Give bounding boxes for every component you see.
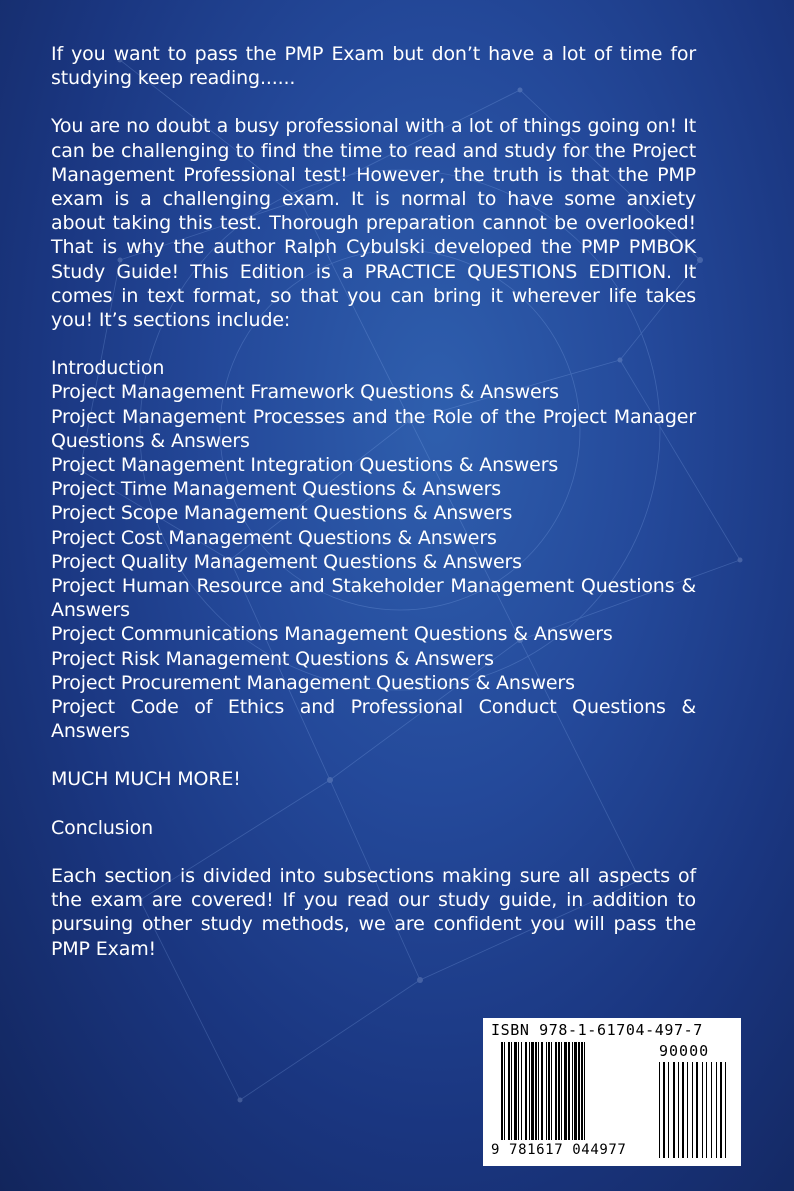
list-item: Project Management Framework Questions & Answers (51, 381, 559, 404)
list-item: Project Code of Ethics and Professional Conduct Questions & Answers (51, 696, 696, 743)
barcode-bar (578, 1042, 580, 1140)
barcode-bar (572, 1042, 573, 1140)
barcode-addon-bar (678, 1062, 679, 1158)
list-item: Project Risk Management Questions & Answers (51, 647, 494, 670)
barcode-addon-bar (711, 1062, 712, 1158)
barcode-bar (564, 1042, 567, 1140)
barcode-addon-bar (682, 1062, 684, 1158)
barcode-bar (518, 1042, 519, 1140)
barcode-bar (551, 1042, 552, 1140)
barcode-bar (521, 1042, 522, 1140)
barcode-addon-bar (692, 1062, 693, 1158)
back-cover-text (51, 42, 696, 985)
barcode-addon-bar (702, 1062, 703, 1158)
list-item: Project Quality Management Questions & Answers (51, 550, 522, 573)
list-item: Project Communications Management Questions & Answers (51, 623, 613, 646)
barcode-addon-bar (668, 1062, 669, 1158)
isbn-barcode (483, 1018, 741, 1166)
barcode-bar (538, 1042, 539, 1140)
barcode-addon-bar (687, 1062, 688, 1158)
barcode-bar (508, 1042, 510, 1140)
barcode-bar (531, 1042, 534, 1140)
barcode-addon-bar (696, 1062, 698, 1158)
more-text: MUCH MUCH MORE! (51, 768, 241, 791)
barcode-bar (511, 1042, 512, 1140)
ean-digits: 9 781617 044977 (491, 1142, 627, 1158)
barcode-bar (525, 1042, 527, 1140)
barcode-bar (501, 1042, 503, 1140)
barcode-bar (548, 1042, 550, 1140)
barcode-bar (504, 1042, 505, 1140)
barcode-bar (555, 1042, 557, 1140)
barcode-bar (514, 1042, 517, 1140)
barcode-addon-bar (673, 1062, 675, 1158)
list-item: Project Scope Management Questions & Answers (51, 502, 513, 525)
barcode-addon-bar (706, 1062, 707, 1158)
barcode-bar (561, 1042, 562, 1140)
barcode-bar (574, 1042, 577, 1140)
barcode-addon-bar (716, 1062, 717, 1158)
intro-paragraph: You are no doubt a busy professional with a lot of things going on! It can be challenging to find the time to read and study for the Project Management Professional test! However, the truth is that the PMP exam is a challenging exam. It is normal to have some anxiety about taking this test. Thorough preparation cannot be overlooked! That is why the author Ralph Cybulski developed the PMP PMBOK Study Guide! This Edition is a PRACTICE QUESTIONS EDITION. It comes in text format, so that you can bring it wherever life takes you! It’s sections include: (51, 115, 696, 332)
hook-paragraph: If you want to pass the PMP Exam but don’t have a lot of time for studying keep reading...... (51, 43, 696, 90)
sections-list (51, 356, 696, 743)
list-item: Project Cost Management Questions & Answers (51, 526, 497, 549)
list-item: Project Procurement Management Questions & Answers (51, 671, 575, 694)
isbn-label: ISBN 978-1-61704-497-7 (491, 1021, 703, 1039)
barcode-bar (584, 1042, 585, 1140)
list-item: Project Management Processes and the Role of the Project Manager Questions & Answers (51, 405, 696, 452)
price-addon: 90000 (659, 1042, 710, 1060)
barcode-bar (541, 1042, 543, 1140)
list-item: Project Time Management Questions & Answers (51, 478, 501, 501)
barcode-addon-bar (720, 1062, 722, 1158)
barcode-addon-bar (725, 1062, 726, 1158)
barcode-bar (535, 1042, 537, 1140)
closing-paragraph: Each section is divided into subsections making sure all aspects of the exam are covered! If you read our study guide, in addition to pursuing other study methods, we are confident you will pass the PMP Exam! (51, 864, 696, 960)
list-item: Introduction (51, 357, 165, 380)
barcode-bar (581, 1042, 583, 1140)
barcode-addon-bar (663, 1062, 665, 1158)
barcode-addon-bar (659, 1062, 660, 1158)
list-item: Project Human Resource and Stakeholder Management Questions & Answers (51, 575, 696, 622)
barcode-bar (558, 1042, 560, 1140)
barcode-bar (546, 1042, 547, 1140)
list-item: Project Management Integration Questions & Answers (51, 454, 559, 477)
barcode-bar (568, 1042, 570, 1140)
barcode-bar (529, 1042, 530, 1140)
conclusion-label: Conclusion (51, 816, 154, 839)
